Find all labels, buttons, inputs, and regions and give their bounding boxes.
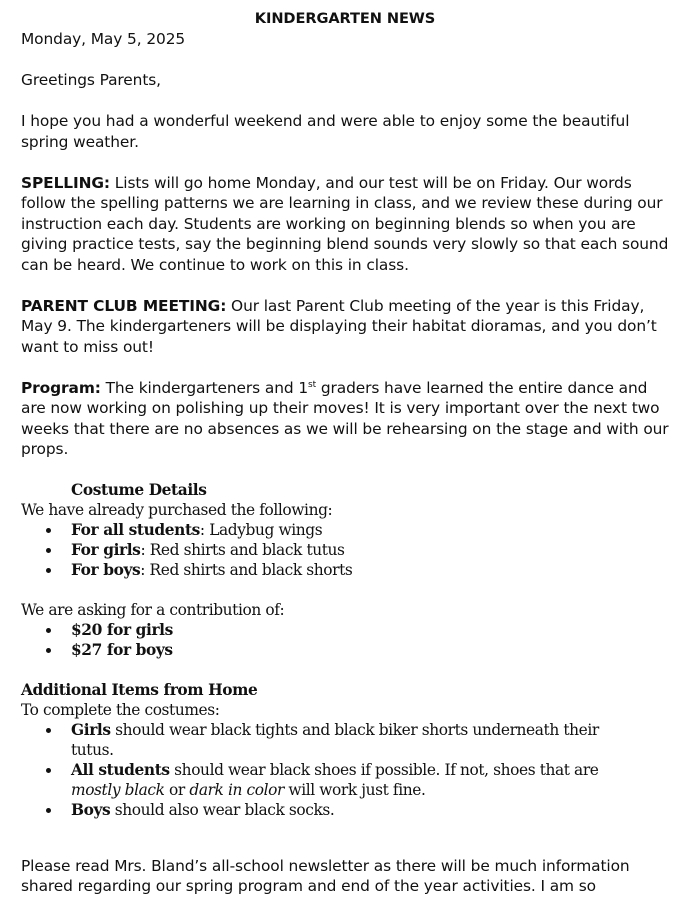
contribution-amount: $27 for boys [71, 640, 173, 659]
purchased-intro: We have already purchased the following: [21, 500, 333, 519]
item-italic: mostly black [71, 780, 165, 799]
program-paragraph [21, 378, 669, 460]
item-text: should also wear black socks. [110, 800, 335, 819]
program-text-b: graders have learned the entire dance and are now working on polishing up their moves! It is very important over the next two weeks that there are no absences as we will be rehearsing on the stage and with our props. [21, 378, 669, 458]
spacer [21, 275, 669, 296]
newsletter-date: Monday, May 5, 2025 [21, 30, 186, 48]
list-item [21, 720, 669, 760]
newsletter-title: KINDERGARTEN NEWS [254, 10, 436, 27]
parent-club-label: PARENT CLUB MEETING: [21, 296, 227, 315]
spacer [21, 357, 669, 378]
bullet-icon [46, 628, 51, 633]
item-bold: Boys [71, 800, 111, 819]
contribution-amount: $20 for girls [71, 620, 173, 639]
program-text-a: The kindergarteners and 1 [100, 378, 309, 397]
purchased-list [21, 520, 669, 580]
bullet-icon [46, 568, 51, 573]
additional-intro: To complete the costumes: [21, 700, 220, 719]
parent-club-text: Our last Parent Club meeting of the year is this Friday, May 9. The kindergarteners will be displaying their habitat dioramas, and you don’t want to miss out! [21, 296, 657, 356]
bullet-icon [46, 768, 51, 773]
list-item [21, 560, 669, 580]
item-text: : Red shirts and black tutus [140, 540, 345, 559]
spelling-text: Lists will go home Monday, and our test will be on Friday. Our words follow the spelling patterns we are learning in class, and we review these during our instruction each day. Students are working on beginning blends so when you are giving practice tests, say the beginning blend sounds very slowly so that each sound can be heard. We continue to work on this in class. [21, 173, 669, 274]
item-text: : Ladybug wings [199, 520, 323, 539]
newsletter-page [21, 9, 669, 897]
item-text: will work just fine. [283, 780, 426, 799]
bullet-icon [46, 528, 51, 533]
additional-list [21, 720, 669, 820]
spelling-label: SPELLING: [21, 173, 110, 192]
spacer [21, 50, 669, 71]
item-bold: Girls [71, 720, 111, 739]
list-item [21, 800, 669, 820]
parent-club-paragraph [21, 296, 669, 358]
spacer [21, 820, 669, 856]
spacer [21, 580, 669, 600]
additional-heading: Additional Items from Home [21, 680, 258, 699]
list-item [21, 760, 669, 800]
item-bold: For boys [71, 560, 141, 579]
contribution-intro: We are asking for a contribution of: [21, 600, 285, 619]
item-text: should wear black tights and black biker shorts underneath their tutus. [71, 720, 599, 759]
intro-paragraph: I hope you had a wonderful weekend and were able to enjoy some the beautiful spring weather. [21, 112, 630, 151]
list-item [21, 520, 669, 540]
list-item [21, 540, 669, 560]
spelling-paragraph [21, 173, 669, 276]
program-label: Program: [21, 378, 101, 397]
item-bold: For all students [71, 520, 200, 539]
item-bold: For girls [71, 540, 141, 559]
greeting: Greetings Parents, [21, 71, 161, 89]
closing-paragraph: Please read Mrs. Bland’s all-school newsletter as there will be much information shared regarding our spring program and end of the year activities. I am so [21, 856, 630, 895]
contribution-list [21, 620, 669, 660]
spacer [21, 91, 669, 112]
bullet-icon [46, 648, 51, 653]
item-text: : Red shirts and black shorts [140, 560, 353, 579]
item-italic: dark in color [189, 780, 284, 799]
bullet-icon [46, 808, 51, 813]
list-item [21, 620, 669, 640]
item-text: or [164, 780, 190, 799]
bullet-icon [46, 548, 51, 553]
spacer [21, 152, 669, 173]
spacer [21, 460, 669, 480]
item-text: should wear black shoes if possible. If not, shoes that are [169, 760, 599, 779]
costume-heading: Costume Details [71, 480, 207, 499]
bullet-icon [46, 728, 51, 733]
program-superscript: st [308, 379, 317, 390]
item-bold: All students [71, 760, 170, 779]
spacer [21, 660, 669, 680]
list-item [21, 640, 669, 660]
